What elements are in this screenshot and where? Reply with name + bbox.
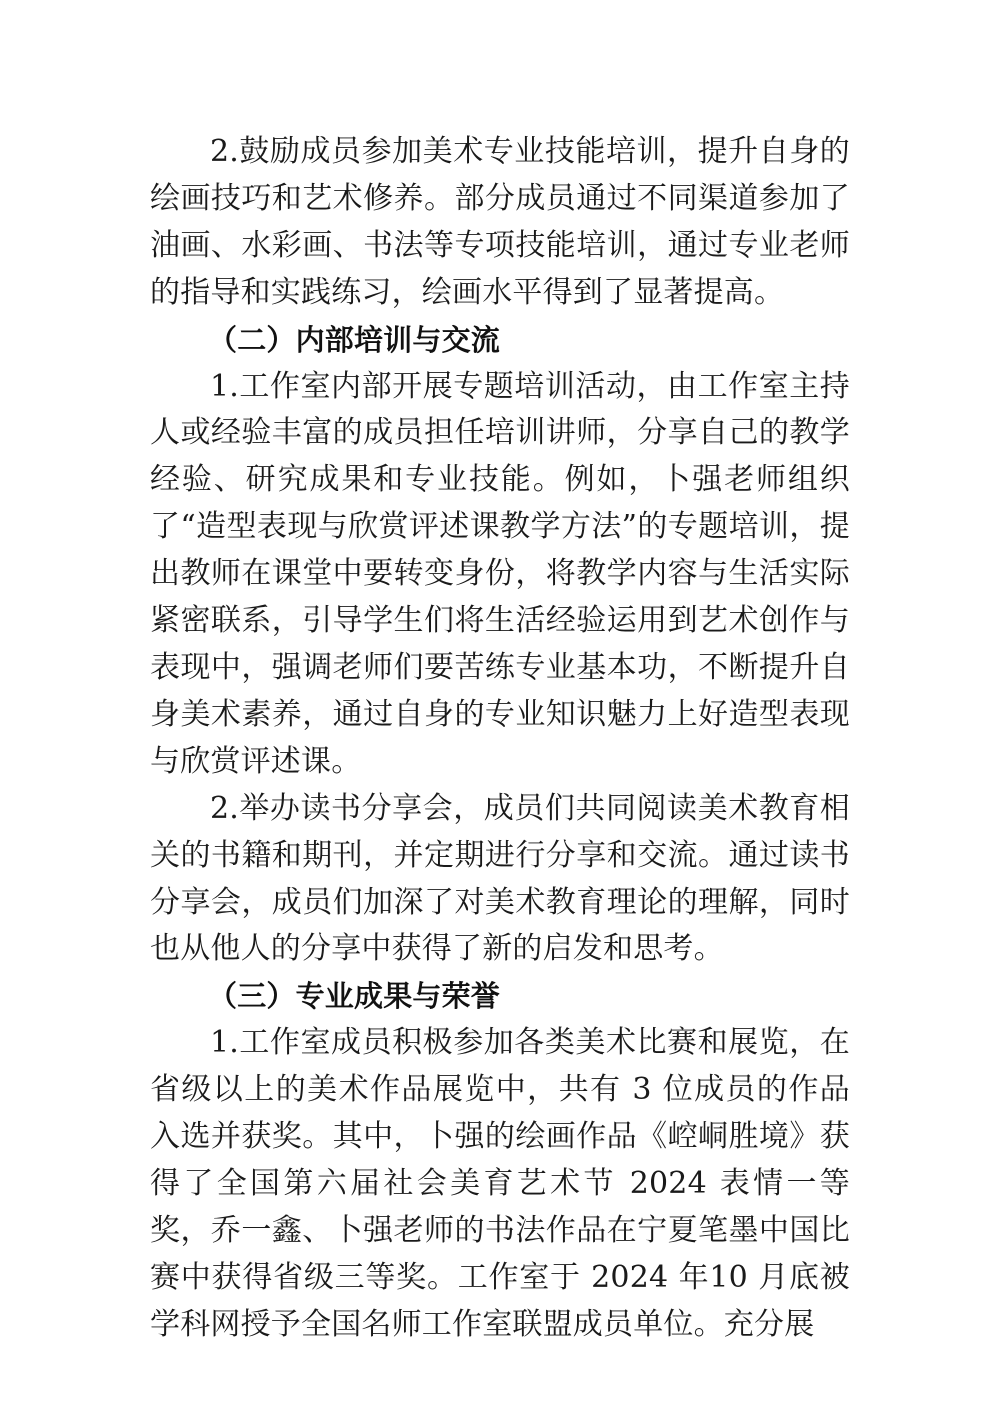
- section-heading-achievements: （三）专业成果与荣誉: [208, 979, 501, 1014]
- section-heading-internal-training: （二）内部培训与交流: [208, 322, 501, 357]
- paragraph-skill-training: 2.鼓励成员参加美术专业技能培训，提升自身的绘画技巧和艺术修养。部分成员通过不同渠道参加了油画、水彩画、书法等专项技能培训，通过专业老师的指导和实践练习，绘画水平得到了显著提高。: [150, 134, 850, 310]
- document-page: [150, 129, 850, 1349]
- paragraph-awards: 1.工作室成员积极参加各类美术比赛和展览，在省级以上的美术作品展览中，共有 3 位成员的作品入选并获奖。其中，卜强的绘画作品《崆峒胜境》获得了全国第六届社会美育艺术节 2024 表情一等奖，乔一鑫、卜强老师的书法作品在宁夏笔墨中国比赛中获得省级三等奖。工作室于 2024 年10 月底被学科网授予全国名师工作室联盟成员单位。充分展: [150, 1025, 850, 1342]
- paragraph-topic-training: 1.工作室内部开展专题培训活动，由工作室主持人或经验丰富的成员担任培训讲师，分享自己的教学经验、研究成果和专业技能。例如，卜强老师组织了“造型表现与欣赏评述课教学方法”的专题培训，提出教师在课堂中要转变身份，将教学内容与生活实际紧密联系，引导学生们将生活经验运用到艺术创作与表现中，强调老师们要苦练专业基本功，不断提升自身美术素养，通过自身的专业知识魅力上好造型表现与欣赏评述课。: [150, 368, 850, 779]
- paragraph-reading-sharing: 2.举办读书分享会，成员们共同阅读美术教育相关的书籍和期刊，并定期进行分享和交流。通过读书分享会，成员们加深了对美术教育理论的理解，同时也从他人的分享中获得了新的启发和思考。: [150, 790, 850, 967]
